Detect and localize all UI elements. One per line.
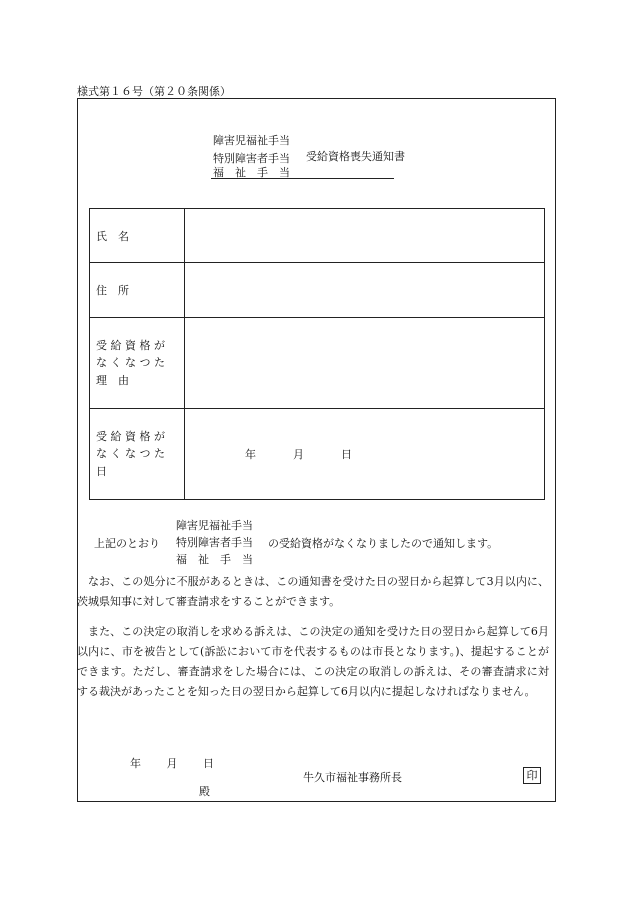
loss-date-field[interactable] (185, 409, 545, 500)
issue-month-unit: 月 (166, 757, 178, 770)
notice-suffix: の受給資格がなくなりましたので通知します。 (268, 537, 499, 550)
issue-year-unit: 年 (130, 757, 141, 770)
appeal-paragraph: なお、この処分に不服があるときは、この通知書を受けた日の翌日から起算して3月以内に、茨城県知事に対して審査請求をすることができます。 (77, 575, 549, 608)
notice-allowance-1: 障害児福祉手当 (176, 519, 253, 532)
reason-label: 受 給 資 格 が な く な つ た 理 由 (96, 339, 165, 387)
table-row-reason (90, 318, 545, 409)
address-field[interactable] (185, 263, 545, 318)
seal-mark: 印 (523, 767, 541, 784)
name-field[interactable] (185, 209, 545, 263)
table-row-name (90, 209, 545, 263)
issue-date (130, 757, 236, 770)
date-year-unit: 年 (245, 448, 256, 461)
loss-date-label: 受 給 資 格 が な く な つ た 日 (96, 430, 165, 478)
name-label: 氏 名 (96, 229, 129, 243)
issuing-office: 牛久市福祉事務所長 (303, 771, 402, 784)
date-month-unit: 月 (293, 448, 304, 461)
notice-allowance-2: 特別障害者手当 (176, 536, 253, 550)
reason-field[interactable] (185, 318, 545, 409)
title-allowance-2: 特別障害者手当 (213, 152, 290, 165)
title-allowance-3: 福 祉 手 当 (213, 166, 290, 179)
notice-prefix: 上記のとおり (94, 537, 160, 550)
recipient-info-table (89, 208, 545, 500)
title-underline (211, 178, 394, 179)
title-suffix: 受給資格喪失通知書 (306, 150, 405, 163)
date-day-unit: 日 (341, 448, 352, 461)
form-number: 様式第１６号（第２０条関係） (77, 85, 231, 98)
title-allowance-1: 障害児福祉手当 (213, 134, 290, 147)
table-row-address (90, 263, 545, 318)
address-label: 住 所 (96, 284, 129, 297)
lawsuit-paragraph: また、この決定の取消しを求める訴えは、この決定の通知を受けた日の翌日から起算して6月以内に、市を被告として(訴訟において市を代表するものは市長となります。)、提起することができます。ただし、審査請求をした場合には、この決定の取消しの訴えは、その審査請求に対する裁決があったことを知った日の翌日から起算して6月以内に提起しなければなりません。 (77, 625, 549, 698)
notice-allowance-3: 福 祉 手 当 (176, 553, 253, 567)
issue-day-unit: 日 (203, 757, 214, 770)
notice-allowance-list (176, 517, 253, 568)
addressee-honorific: 殿 (199, 785, 210, 798)
table-row-loss-date (90, 409, 545, 500)
